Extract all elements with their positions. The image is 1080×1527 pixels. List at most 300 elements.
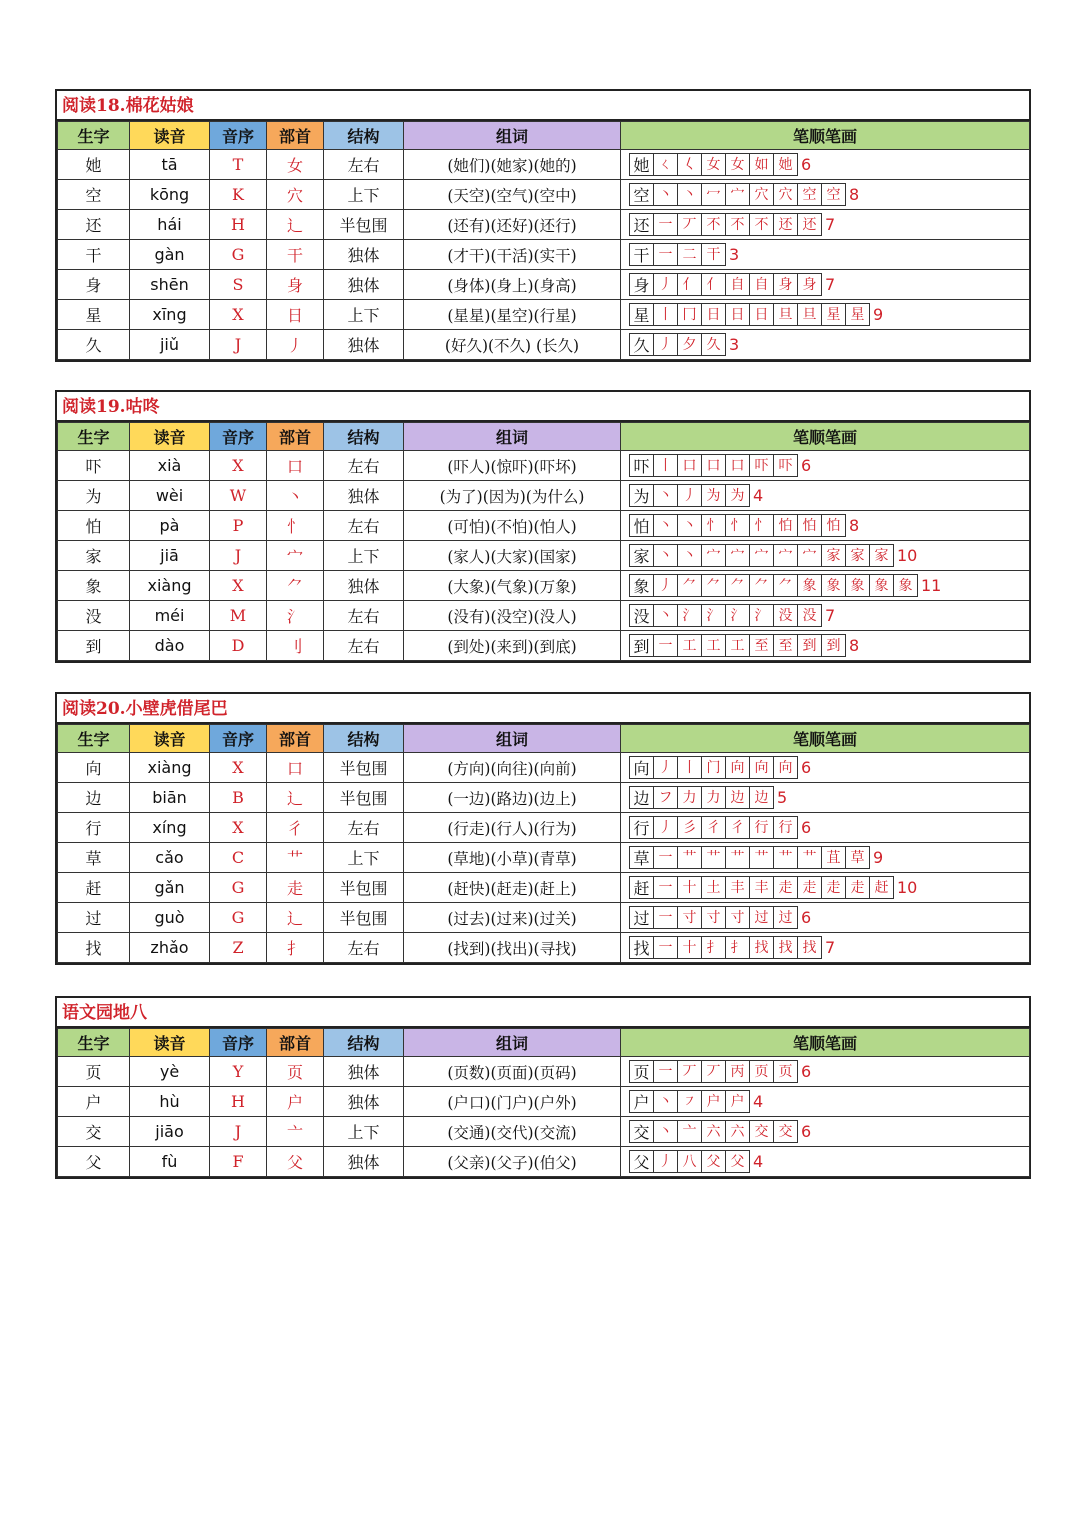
stroke-step-box: 口 xyxy=(701,454,726,477)
header-reading: 读音 xyxy=(130,122,210,150)
char-cell: 行 xyxy=(58,813,130,843)
stroke-step-box: 氵 xyxy=(749,604,774,627)
stroke-step-box: 冖 xyxy=(701,183,726,206)
stroke-step-box: 丿 xyxy=(677,484,702,507)
stroke-step-box: 工 xyxy=(677,634,702,657)
words-cell: (赶快)(赶走)(赶上) xyxy=(404,873,621,903)
char-cell: 家 xyxy=(58,541,130,571)
header-row xyxy=(58,423,1030,451)
pinyin-cell: méi xyxy=(130,601,210,631)
stroke-char-box: 空 xyxy=(629,183,654,206)
char-cell: 过 xyxy=(58,903,130,933)
stroke-sequence xyxy=(629,634,859,657)
stroke-step-box: 亠 xyxy=(677,1120,702,1143)
stroke-step-box: 丶 xyxy=(653,484,678,507)
stroke-step-box: 丶 xyxy=(653,1120,678,1143)
table-row xyxy=(58,541,1030,571)
structure-cell: 左右 xyxy=(324,451,404,481)
stroke-step-box: ⺈ xyxy=(701,574,726,597)
stroke-step-box: 至 xyxy=(773,634,798,657)
char-cell: 边 xyxy=(58,783,130,813)
stroke-count: 6 xyxy=(801,818,812,837)
stroke-step-box: 丿 xyxy=(653,816,678,839)
stroke-sequence xyxy=(629,876,917,899)
section-title: 阅读20.小壁虎借尾巴 xyxy=(57,694,1029,724)
stroke-step-box: 艹 xyxy=(773,846,798,869)
header-words: 组词 xyxy=(404,423,621,451)
pinyin-cell: fù xyxy=(130,1147,210,1177)
stroke-step-box: 一 xyxy=(653,876,678,899)
order-cell: H xyxy=(210,1087,267,1117)
strokes-cell xyxy=(621,1147,1030,1177)
stroke-step-box: 丶 xyxy=(677,183,702,206)
stroke-step-box: 彡 xyxy=(677,816,702,839)
words-cell: (行走)(行人)(行为) xyxy=(404,813,621,843)
stroke-char-box: 过 xyxy=(629,906,654,929)
stroke-step-box: 日 xyxy=(749,303,774,326)
stroke-step-box: 宀 xyxy=(725,544,750,567)
pinyin-cell: pà xyxy=(130,511,210,541)
pinyin-cell: guò xyxy=(130,903,210,933)
radical-cell: 宀 xyxy=(267,541,324,571)
stroke-step-box: 父 xyxy=(701,1150,726,1173)
words-cell: (没有)(没空)(没人) xyxy=(404,601,621,631)
order-cell: T xyxy=(210,150,267,180)
table-row xyxy=(58,451,1030,481)
pinyin-cell: xīng xyxy=(130,300,210,330)
radical-cell: 辶 xyxy=(267,903,324,933)
stroke-step-box: 彳 xyxy=(701,816,726,839)
words-cell: (还有)(还好)(还行) xyxy=(404,210,621,240)
stroke-char-box: 吓 xyxy=(629,454,654,477)
header-radical: 部首 xyxy=(267,1029,324,1057)
stroke-step-box: 丆 xyxy=(677,1060,702,1083)
stroke-step-box: 怕 xyxy=(773,514,798,537)
table-row xyxy=(58,1117,1030,1147)
stroke-sequence xyxy=(629,153,811,176)
header-strokes: 笔顺笔画 xyxy=(621,725,1030,753)
stroke-count: 5 xyxy=(777,788,788,807)
radical-cell: 穴 xyxy=(267,180,324,210)
stroke-step-box: 扌 xyxy=(725,936,750,959)
pinyin-cell: xiàng xyxy=(130,571,210,601)
character-table xyxy=(57,121,1030,360)
structure-cell: 上下 xyxy=(324,180,404,210)
stroke-sequence xyxy=(629,213,835,236)
radical-cell: 辶 xyxy=(267,210,324,240)
radical-cell: 刂 xyxy=(267,631,324,661)
structure-cell: 独体 xyxy=(324,1147,404,1177)
pinyin-cell: tā xyxy=(130,150,210,180)
stroke-step-box: 丨 xyxy=(653,454,678,477)
stroke-sequence xyxy=(629,544,917,567)
stroke-step-box: 土 xyxy=(701,876,726,899)
radical-cell: 身 xyxy=(267,270,324,300)
stroke-step-box: 家 xyxy=(821,544,846,567)
stroke-count: 6 xyxy=(801,1062,812,1081)
stroke-step-box: 氵 xyxy=(725,604,750,627)
stroke-step-box: 艹 xyxy=(797,846,822,869)
structure-cell: 左右 xyxy=(324,631,404,661)
stroke-sequence xyxy=(629,604,835,627)
header-radical: 部首 xyxy=(267,122,324,150)
words-cell: (才干)(干活)(实干) xyxy=(404,240,621,270)
stroke-sequence xyxy=(629,756,811,779)
order-cell: J xyxy=(210,330,267,360)
stroke-step-box: 艹 xyxy=(677,846,702,869)
stroke-step-box: 身 xyxy=(773,273,798,296)
stroke-step-box: 空 xyxy=(821,183,846,206)
strokes-cell xyxy=(621,511,1030,541)
stroke-step-box: 向 xyxy=(749,756,774,779)
stroke-step-box: 干 xyxy=(701,243,726,266)
table-row xyxy=(58,1057,1030,1087)
structure-cell: 左右 xyxy=(324,601,404,631)
structure-cell: 上下 xyxy=(324,300,404,330)
table-row xyxy=(58,511,1030,541)
table-row xyxy=(58,180,1030,210)
stroke-step-box: 艹 xyxy=(749,846,774,869)
stroke-step-box: ⺈ xyxy=(773,574,798,597)
stroke-step-box: ⺈ xyxy=(677,574,702,597)
stroke-step-box: 不 xyxy=(701,213,726,236)
words-cell: (父亲)(父子)(伯父) xyxy=(404,1147,621,1177)
strokes-cell xyxy=(621,481,1030,511)
strokes-cell xyxy=(621,1057,1030,1087)
header-structure: 结构 xyxy=(324,1029,404,1057)
char-cell: 页 xyxy=(58,1057,130,1087)
stroke-step-box: 自 xyxy=(749,273,774,296)
char-cell: 吓 xyxy=(58,451,130,481)
stroke-step-box: 十 xyxy=(677,876,702,899)
pinyin-cell: wèi xyxy=(130,481,210,511)
order-cell: G xyxy=(210,240,267,270)
stroke-count: 3 xyxy=(729,335,740,354)
table-row xyxy=(58,150,1030,180)
stroke-step-box: 丨 xyxy=(653,303,678,326)
stroke-step-box: 丰 xyxy=(725,876,750,899)
stroke-step-box: 亻 xyxy=(677,273,702,296)
structure-cell: 半包围 xyxy=(324,783,404,813)
strokes-cell xyxy=(621,210,1030,240)
pinyin-cell: xiàng xyxy=(130,753,210,783)
radical-cell: 扌 xyxy=(267,933,324,963)
structure-cell: 左右 xyxy=(324,933,404,963)
strokes-cell xyxy=(621,270,1030,300)
stroke-step-box: 女 xyxy=(725,153,750,176)
header-words: 组词 xyxy=(404,1029,621,1057)
strokes-cell xyxy=(621,873,1030,903)
stroke-count: 9 xyxy=(873,848,884,867)
stroke-step-box: 女 xyxy=(701,153,726,176)
stroke-count: 8 xyxy=(849,516,860,535)
radical-cell: 氵 xyxy=(267,601,324,631)
stroke-step-box: 丰 xyxy=(749,876,774,899)
stroke-step-box: 没 xyxy=(797,604,822,627)
words-cell: (草地)(小草)(青草) xyxy=(404,843,621,873)
order-cell: K xyxy=(210,180,267,210)
structure-cell: 左右 xyxy=(324,150,404,180)
stroke-step-box: ㄑ xyxy=(653,153,678,176)
stroke-sequence xyxy=(629,786,787,809)
header-reading: 读音 xyxy=(130,1029,210,1057)
table-row xyxy=(58,631,1030,661)
structure-cell: 左右 xyxy=(324,813,404,843)
stroke-step-box: ㇇ xyxy=(677,1090,702,1113)
header-reading: 读音 xyxy=(130,423,210,451)
stroke-count: 7 xyxy=(825,215,836,234)
stroke-sequence xyxy=(629,936,835,959)
stroke-char-box: 身 xyxy=(629,273,654,296)
stroke-step-box: 寸 xyxy=(725,906,750,929)
char-cell: 户 xyxy=(58,1087,130,1117)
stroke-step-box: 一 xyxy=(653,906,678,929)
stroke-step-box: 走 xyxy=(845,876,870,899)
stroke-step-box: 家 xyxy=(869,544,894,567)
stroke-step-box: 丶 xyxy=(653,514,678,537)
table-row xyxy=(58,1147,1030,1177)
words-cell: (星星)(星空)(行星) xyxy=(404,300,621,330)
stroke-step-box: 象 xyxy=(797,574,822,597)
strokes-cell xyxy=(621,601,1030,631)
stroke-step-box: 丶 xyxy=(653,544,678,567)
header-strokes: 笔顺笔画 xyxy=(621,122,1030,150)
order-cell: X xyxy=(210,813,267,843)
stroke-char-box: 交 xyxy=(629,1120,654,1143)
stroke-sequence xyxy=(629,514,859,537)
stroke-step-box: 穴 xyxy=(773,183,798,206)
stroke-sequence xyxy=(629,454,811,477)
stroke-step-box: 忄 xyxy=(749,514,774,537)
stroke-char-box: 她 xyxy=(629,153,654,176)
table-row xyxy=(58,753,1030,783)
words-cell: (找到)(找出)(寻找) xyxy=(404,933,621,963)
char-cell: 象 xyxy=(58,571,130,601)
section-title: 阅读18.棉花姑娘 xyxy=(57,91,1029,121)
stroke-sequence xyxy=(629,574,941,597)
character-table xyxy=(57,1028,1030,1177)
stroke-count: 6 xyxy=(801,456,812,475)
stroke-step-box: 丙 xyxy=(725,1060,750,1083)
stroke-step-box: 丶 xyxy=(653,183,678,206)
structure-cell: 半包围 xyxy=(324,210,404,240)
order-cell: X xyxy=(210,753,267,783)
words-cell: (大象)(气象)(万象) xyxy=(404,571,621,601)
section-title: 语文园地八 xyxy=(57,998,1029,1028)
header-order: 音序 xyxy=(210,122,267,150)
char-cell: 空 xyxy=(58,180,130,210)
stroke-count: 8 xyxy=(849,636,860,655)
structure-cell: 独体 xyxy=(324,1087,404,1117)
words-cell: (方向)(向往)(向前) xyxy=(404,753,621,783)
stroke-step-box: 丿 xyxy=(653,756,678,779)
stroke-step-box: 为 xyxy=(725,484,750,507)
stroke-sequence xyxy=(629,333,739,356)
header-words: 组词 xyxy=(404,122,621,150)
order-cell: X xyxy=(210,451,267,481)
stroke-step-box: 宀 xyxy=(773,544,798,567)
structure-cell: 半包围 xyxy=(324,753,404,783)
structure-cell: 独体 xyxy=(324,1057,404,1087)
stroke-step-box: 页 xyxy=(773,1060,798,1083)
stroke-count: 7 xyxy=(825,938,836,957)
header-words: 组词 xyxy=(404,725,621,753)
radical-cell: 日 xyxy=(267,300,324,330)
stroke-step-box: 走 xyxy=(773,876,798,899)
stroke-step-box: ⺈ xyxy=(725,574,750,597)
stroke-step-box: 宀 xyxy=(701,544,726,567)
stroke-char-box: 赶 xyxy=(629,876,654,899)
strokes-cell xyxy=(621,753,1030,783)
stroke-step-box: 日 xyxy=(725,303,750,326)
stroke-sequence xyxy=(629,484,763,507)
stroke-step-box: 忄 xyxy=(701,514,726,537)
structure-cell: 上下 xyxy=(324,843,404,873)
stroke-step-box: 赶 xyxy=(869,876,894,899)
structure-cell: 上下 xyxy=(324,541,404,571)
header-char: 生字 xyxy=(58,122,130,150)
stroke-step-box: 𡿨 xyxy=(677,153,702,176)
strokes-cell xyxy=(621,903,1030,933)
stroke-count: 6 xyxy=(801,1122,812,1141)
order-cell: B xyxy=(210,783,267,813)
order-cell: J xyxy=(210,541,267,571)
char-cell: 找 xyxy=(58,933,130,963)
table-row xyxy=(58,843,1030,873)
header-char: 生字 xyxy=(58,1029,130,1057)
stroke-count: 3 xyxy=(729,245,740,264)
table-row xyxy=(58,481,1030,511)
stroke-char-box: 没 xyxy=(629,604,654,627)
stroke-step-box: 六 xyxy=(725,1120,750,1143)
order-cell: P xyxy=(210,511,267,541)
stroke-step-box: 交 xyxy=(773,1120,798,1143)
radical-cell: 口 xyxy=(267,753,324,783)
order-cell: S xyxy=(210,270,267,300)
order-cell: X xyxy=(210,571,267,601)
stroke-step-box: 宀 xyxy=(797,544,822,567)
stroke-char-box: 行 xyxy=(629,816,654,839)
structure-cell: 左右 xyxy=(324,511,404,541)
stroke-step-box: 至 xyxy=(749,634,774,657)
lesson-section xyxy=(55,89,1031,362)
char-cell: 怕 xyxy=(58,511,130,541)
stroke-step-box: 力 xyxy=(701,786,726,809)
stroke-step-box: 丆 xyxy=(701,1060,726,1083)
stroke-char-box: 象 xyxy=(629,574,654,597)
structure-cell: 独体 xyxy=(324,481,404,511)
stroke-sequence xyxy=(629,303,883,326)
table-row xyxy=(58,210,1030,240)
header-char: 生字 xyxy=(58,423,130,451)
pinyin-cell: xíng xyxy=(130,813,210,843)
char-cell: 干 xyxy=(58,240,130,270)
words-cell: (为了)(因为)(为什么) xyxy=(404,481,621,511)
stroke-step-box: 不 xyxy=(749,213,774,236)
structure-cell: 独体 xyxy=(324,270,404,300)
stroke-step-box: 一 xyxy=(653,243,678,266)
header-order: 音序 xyxy=(210,1029,267,1057)
stroke-step-box: 二 xyxy=(677,243,702,266)
table-row xyxy=(58,783,1030,813)
char-cell: 还 xyxy=(58,210,130,240)
radical-cell: 艹 xyxy=(267,843,324,873)
character-table xyxy=(57,724,1030,963)
stroke-char-box: 向 xyxy=(629,756,654,779)
order-cell: J xyxy=(210,1117,267,1147)
table-row xyxy=(58,270,1030,300)
stroke-step-box: 力 xyxy=(677,786,702,809)
strokes-cell xyxy=(621,933,1030,963)
stroke-step-box: 冂 xyxy=(677,303,702,326)
table-row xyxy=(58,300,1030,330)
order-cell: H xyxy=(210,210,267,240)
radical-cell: 口 xyxy=(267,451,324,481)
radical-cell: 走 xyxy=(267,873,324,903)
stroke-step-box: 身 xyxy=(797,273,822,296)
radical-cell: 页 xyxy=(267,1057,324,1087)
order-cell: D xyxy=(210,631,267,661)
header-char: 生字 xyxy=(58,725,130,753)
strokes-cell xyxy=(621,1087,1030,1117)
stroke-step-box: 丨 xyxy=(677,756,702,779)
words-cell: (身体)(身上)(身高) xyxy=(404,270,621,300)
lesson-section xyxy=(55,692,1031,965)
stroke-sequence xyxy=(629,816,811,839)
stroke-step-box: 丶 xyxy=(653,604,678,627)
stroke-char-box: 找 xyxy=(629,936,654,959)
stroke-step-box: 星 xyxy=(845,303,870,326)
stroke-step-box: 自 xyxy=(725,273,750,296)
order-cell: G xyxy=(210,903,267,933)
char-cell: 交 xyxy=(58,1117,130,1147)
structure-cell: 独体 xyxy=(324,571,404,601)
char-cell: 她 xyxy=(58,150,130,180)
table-row xyxy=(58,571,1030,601)
stroke-step-box: 丆 xyxy=(677,213,702,236)
stroke-step-box: 页 xyxy=(749,1060,774,1083)
pinyin-cell: jiǔ xyxy=(130,330,210,360)
stroke-step-box: 氵 xyxy=(677,604,702,627)
pinyin-cell: gàn xyxy=(130,240,210,270)
header-structure: 结构 xyxy=(324,423,404,451)
stroke-step-box: 丿 xyxy=(653,1150,678,1173)
stroke-step-box: 丿 xyxy=(653,333,678,356)
lesson-section xyxy=(55,996,1031,1179)
structure-cell: 半包围 xyxy=(324,903,404,933)
stroke-step-box: 行 xyxy=(749,816,774,839)
stroke-step-box: 象 xyxy=(845,574,870,597)
stroke-step-box: 一 xyxy=(653,634,678,657)
stroke-step-box: 过 xyxy=(773,906,798,929)
char-cell: 久 xyxy=(58,330,130,360)
words-cell: (好久)(不久) (长久) xyxy=(404,330,621,360)
strokes-cell xyxy=(621,1117,1030,1147)
stroke-count: 7 xyxy=(825,606,836,625)
stroke-step-box: 丶 xyxy=(677,514,702,537)
stroke-step-box: 父 xyxy=(725,1150,750,1173)
order-cell: G xyxy=(210,873,267,903)
header-strokes: 笔顺笔画 xyxy=(621,423,1030,451)
stroke-char-box: 到 xyxy=(629,634,654,657)
stroke-step-box: 走 xyxy=(821,876,846,899)
header-structure: 结构 xyxy=(324,122,404,150)
stroke-step-box: 一 xyxy=(653,1060,678,1083)
header-structure: 结构 xyxy=(324,725,404,753)
words-cell: (一边)(路边)(边上) xyxy=(404,783,621,813)
strokes-cell xyxy=(621,451,1030,481)
char-cell: 父 xyxy=(58,1147,130,1177)
